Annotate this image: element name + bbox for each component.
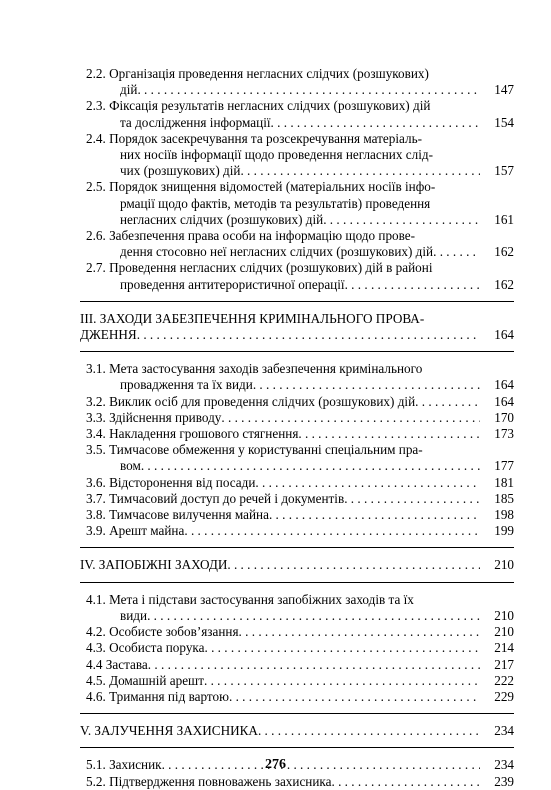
toc-entry-line <box>80 327 514 343</box>
toc-page-number: 157 <box>494 163 514 179</box>
toc-entry-text: 2.4. Порядок засекречування та розсекречування матеріаль- <box>86 130 422 146</box>
toc-page-number: 222 <box>494 672 514 688</box>
toc-entry-text-with-leader <box>86 523 480 539</box>
toc-entry <box>86 394 514 410</box>
dot-leader <box>269 507 480 523</box>
toc-entry-text-with-leader <box>86 507 480 523</box>
toc-page-number: 214 <box>494 640 514 656</box>
dot-leader <box>204 640 480 656</box>
toc-entry-text: та дослідження інформації <box>120 114 271 130</box>
toc-entry-text: 4.5. Домашній арешт <box>86 672 204 688</box>
toc-page-number: 234 <box>494 723 514 739</box>
toc-entry-text: 3.2. Виклик осіб для проведення слідчих (розшукових) дій <box>86 393 416 409</box>
toc-entry-line <box>86 179 514 195</box>
toc-entry <box>86 410 514 426</box>
toc-entry <box>86 442 514 474</box>
toc-entry-text: негласних слідчих (розшукових) дій <box>120 211 324 227</box>
toc-entry-text-with-leader <box>86 277 480 293</box>
toc-entry-line <box>86 98 514 114</box>
toc-entry <box>86 592 514 624</box>
toc-page-number: 185 <box>494 490 514 506</box>
toc-entry-text: 3.3. Здійснення приводу <box>86 409 222 425</box>
dot-leader <box>433 244 480 260</box>
toc-entry-text-with-leader <box>86 377 480 393</box>
toc-section-4 <box>80 592 514 705</box>
toc-entry-text: 3.1. Мета застосування заходів забезпечення кримінального <box>86 361 423 377</box>
toc-entry-text: 3.8. Тимчасове вилучення майна <box>86 507 269 523</box>
toc-page-number: 210 <box>494 607 514 623</box>
toc-entry-line <box>86 361 514 377</box>
toc-entry-text: 3.6. Відсторонення від посади <box>86 474 256 490</box>
toc-entry-line <box>86 491 514 507</box>
toc-page-number: 162 <box>494 276 514 292</box>
toc-entry-text: 5.2. Підтвердження повноважень захисника <box>86 773 332 789</box>
dot-leader <box>221 410 480 426</box>
toc-entry-line <box>86 442 514 458</box>
toc-entry-text: 2.7. Проведення негласних слідчих (розшукових) дій в районі <box>86 260 433 276</box>
toc-entry <box>80 557 514 573</box>
dot-leader <box>258 723 480 739</box>
toc-entry-line <box>86 624 514 640</box>
toc-entry-line <box>80 723 514 739</box>
toc-entry <box>86 98 514 130</box>
dot-leader <box>323 212 480 228</box>
toc-entry <box>80 723 514 739</box>
dot-leader <box>239 624 480 640</box>
toc-entry <box>86 66 514 98</box>
toc-entry-line <box>86 774 514 790</box>
toc-entry-text-with-leader <box>86 82 480 98</box>
toc-entry-line <box>86 523 514 539</box>
toc-chapter-5 <box>80 723 514 739</box>
divider <box>80 582 514 583</box>
toc-entry-line <box>86 640 514 656</box>
toc-page-number: 217 <box>494 656 514 672</box>
toc-page-number: 198 <box>494 507 514 523</box>
toc-entry-text: 2.3. Фіксація результатів негласних слідчих (розшукових) дій <box>86 98 431 114</box>
divider <box>80 747 514 748</box>
toc-entry <box>86 624 514 640</box>
table-of-contents <box>80 66 514 790</box>
dot-leader <box>147 608 480 624</box>
toc-entry-text: чих (розшукових) дій <box>120 163 241 179</box>
toc-entry-text: ДЖЕННЯ <box>80 327 137 343</box>
toc-entry-text-with-leader <box>86 608 480 624</box>
toc-entry-line <box>80 557 514 573</box>
toc-entry-line <box>86 608 514 624</box>
toc-page-number: 234 <box>494 757 514 773</box>
toc-entry-text-with-leader <box>86 410 480 426</box>
toc-entry-line <box>86 82 514 98</box>
toc-chapter-3 <box>80 311 514 343</box>
toc-entry-text: них носіїв інформації щодо проведення негласних слід- <box>120 147 433 163</box>
toc-section-3 <box>80 361 514 539</box>
divider <box>80 301 514 302</box>
toc-entry-line <box>86 228 514 244</box>
dot-leader <box>204 673 480 689</box>
toc-entry <box>86 260 514 292</box>
toc-entry-line <box>86 673 514 689</box>
toc-entry-line <box>86 260 514 276</box>
toc-entry-line <box>86 244 514 260</box>
dot-leader <box>298 426 480 442</box>
toc-entry-line <box>86 426 514 442</box>
dot-leader <box>345 277 480 293</box>
toc-page-number: 164 <box>494 393 514 409</box>
toc-page-number: 154 <box>494 114 514 130</box>
divider <box>80 713 514 714</box>
toc-entry-line <box>86 592 514 608</box>
toc-entry <box>86 228 514 260</box>
toc-entry <box>86 640 514 656</box>
toc-entry-text-with-leader <box>86 640 480 656</box>
toc-entry-line <box>86 131 514 147</box>
toc-entry <box>86 179 514 228</box>
toc-entry-text: 2.6. Забезпечення права особи на інформацію щодо прове- <box>86 228 416 244</box>
toc-chapter-4 <box>80 557 514 573</box>
toc-page-number: 164 <box>494 327 514 343</box>
toc-entry-text: 3.5. Тимчасове обмеження у користуванні спеціальним пра- <box>86 442 423 458</box>
toc-entry-text-with-leader <box>86 212 480 228</box>
toc-entry-text-with-leader <box>86 475 480 491</box>
toc-entry-line <box>80 311 514 327</box>
dot-leader <box>137 82 480 98</box>
toc-entry-text: 4.4 Застава <box>86 656 148 672</box>
dot-leader <box>141 458 480 474</box>
page-number: 276 <box>265 757 286 772</box>
toc-entry-text: дій <box>120 82 138 98</box>
dot-leader <box>331 774 480 790</box>
toc-entry <box>86 131 514 180</box>
toc-entry-text-with-leader <box>80 723 480 739</box>
dot-leader <box>240 163 480 179</box>
divider <box>80 547 514 548</box>
toc-entry-text-with-leader <box>86 657 480 673</box>
toc-entry-line <box>86 66 514 82</box>
toc-entry-text-with-leader <box>86 774 480 790</box>
toc-entry <box>86 426 514 442</box>
dot-leader <box>415 394 480 410</box>
toc-entry-line <box>86 147 514 163</box>
toc-entry-line <box>86 163 514 179</box>
dot-leader <box>137 327 480 343</box>
toc-page-number: 164 <box>494 377 514 393</box>
toc-entry-text: 5.1. Захисник <box>86 757 162 773</box>
toc-entry <box>86 523 514 539</box>
toc-entry-text: V. ЗАЛУЧЕННЯ ЗАХИСНИКА <box>80 723 258 739</box>
toc-entry <box>86 689 514 705</box>
toc-entry-text: IV. ЗАПОБІЖНІ ЗАХОДИ <box>80 557 228 573</box>
toc-page-number: 147 <box>494 82 514 98</box>
toc-entry <box>86 774 514 790</box>
toc-entry-line <box>86 507 514 523</box>
toc-entry <box>80 311 514 343</box>
toc-entry-text: 4.2. Особисте зобов’язання <box>86 624 239 640</box>
toc-entry-text: 2.2. Організація проведення негласних слідчих (розшукових) <box>86 66 429 81</box>
toc-entry <box>86 673 514 689</box>
toc-entry-text-with-leader <box>86 163 480 179</box>
dot-leader <box>253 377 480 393</box>
toc-entry-line <box>86 458 514 474</box>
divider <box>80 351 514 352</box>
toc-entry-text: проведення антитерористичної операції <box>120 276 345 292</box>
toc-entry-text: вом <box>120 458 141 474</box>
toc-entry-text-with-leader <box>86 426 480 442</box>
toc-page-number: 170 <box>494 409 514 425</box>
toc-entry-line <box>86 115 514 131</box>
toc-entry-line <box>86 689 514 705</box>
toc-page-number: 162 <box>494 244 514 260</box>
toc-page-number: 210 <box>494 624 514 640</box>
toc-entry-line <box>86 410 514 426</box>
toc-entry-text-with-leader <box>86 491 480 507</box>
toc-entry <box>86 475 514 491</box>
toc-entry-text-with-leader <box>80 557 480 573</box>
toc-entry <box>86 361 514 393</box>
toc-page-number: 177 <box>494 458 514 474</box>
toc-page-number: 239 <box>494 773 514 789</box>
toc-entry-text-with-leader <box>86 673 480 689</box>
toc-entry-text: 4.6. Тримання під вартою <box>86 688 229 704</box>
toc-entry-text: види <box>120 607 148 623</box>
dot-leader <box>184 523 480 539</box>
toc-entry-text: 4.1. Мета і підстави застосування запобіжних заходів та їх <box>86 591 414 607</box>
toc-entry-text: 3.7. Тимчасовий доступ до речей і документів <box>86 490 345 506</box>
toc-entry <box>86 657 514 673</box>
toc-entry-text-with-leader <box>86 244 480 260</box>
toc-entry-line <box>86 277 514 293</box>
dot-leader <box>229 689 480 705</box>
toc-entry-line <box>86 657 514 673</box>
toc-entry-text-with-leader <box>86 458 480 474</box>
toc-entry-text: 3.4. Накладення грошового стягнення <box>86 426 299 442</box>
toc-entry-line <box>86 394 514 410</box>
toc-entry-text: дення стосовно неї негласних слідчих (розшукових) дій <box>120 244 434 260</box>
toc-entry-text-with-leader <box>86 624 480 640</box>
toc-entry-text-with-leader <box>86 689 480 705</box>
toc-page-number: 173 <box>494 426 514 442</box>
toc-page-number: 181 <box>494 474 514 490</box>
toc-entry <box>86 491 514 507</box>
toc-entry-line <box>86 377 514 393</box>
toc-entry-text-with-leader <box>86 394 480 410</box>
toc-entry-text: провадження та їх види <box>120 377 253 393</box>
toc-page-number: 199 <box>494 523 514 539</box>
toc-entry-line <box>86 475 514 491</box>
toc-page-number: 229 <box>494 688 514 704</box>
toc-entry-text: рмації щодо фактів, методів та результатів) проведення <box>120 195 431 211</box>
toc-entry-text-with-leader <box>86 115 480 131</box>
toc-page-number: 210 <box>494 557 514 573</box>
dot-leader <box>227 557 480 573</box>
toc-entry <box>86 507 514 523</box>
dot-leader <box>148 657 480 673</box>
toc-entry-text-with-leader <box>80 327 480 343</box>
toc-entry-text: ІІІ. ЗАХОДИ ЗАБЕЗПЕЧЕННЯ КРИМІНАЛЬНОГО ПРОВА- <box>80 310 425 326</box>
toc-entry-line <box>86 196 514 212</box>
toc-entry-text: 4.3. Особиста порука <box>86 640 205 656</box>
toc-page-number: 161 <box>494 211 514 227</box>
toc-entry-line <box>86 212 514 228</box>
dot-leader <box>255 475 480 491</box>
dot-leader <box>344 491 480 507</box>
toc-entry-text: 2.5. Порядок знищення відомостей (матеріальних носіїв інфо- <box>86 179 436 195</box>
toc-entry-text: 3.9. Арешт майна <box>86 523 185 539</box>
toc-section-2 <box>80 66 514 293</box>
dot-leader <box>271 115 480 131</box>
